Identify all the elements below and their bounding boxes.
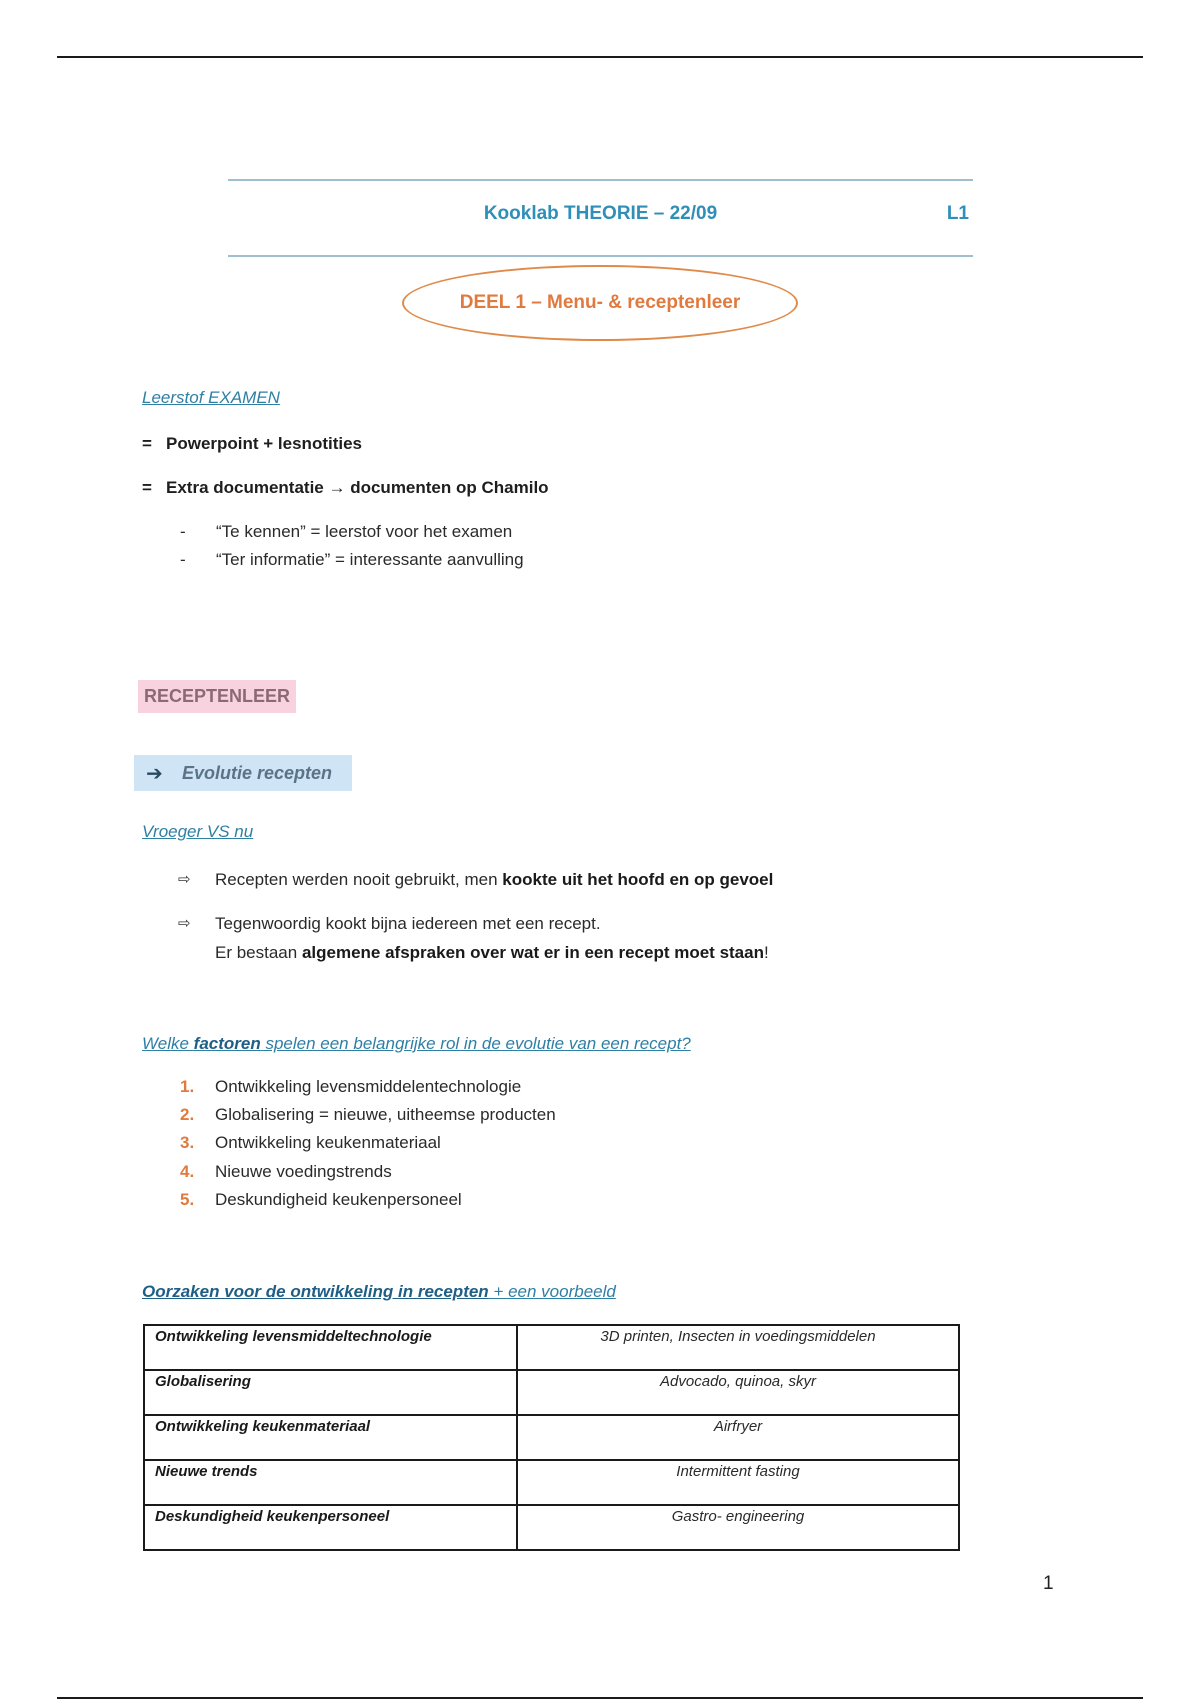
list-number: 5. — [180, 1189, 195, 1209]
list-item — [180, 1158, 556, 1186]
part-title: DEEL 1 – Menu- & receptenleer — [459, 292, 741, 313]
vroeger-item-end: ! — [763, 943, 769, 962]
vroeger-item-text: Recepten werden nooit gebruikt, men — [215, 870, 503, 889]
evolutie-heading: Evolutie recepten — [182, 763, 333, 783]
vroeger-heading: Vroeger VS nu — [142, 822, 254, 841]
list-item — [180, 1073, 556, 1101]
leerstof-item-text: Powerpoint + lesnotities — [166, 434, 363, 453]
table-row — [144, 1370, 959, 1415]
equals-marker: = — [142, 434, 152, 453]
hollow-arrow-icon: ⇨ — [178, 915, 191, 932]
oorzaken-heading-rest: + een voorbeeld — [488, 1282, 616, 1301]
list-item — [180, 1101, 556, 1129]
document-header — [228, 179, 973, 257]
arrow-right-icon: ➔ — [146, 763, 163, 785]
cause-cell: Globalisering — [144, 1370, 517, 1415]
list-number: 3. — [180, 1133, 195, 1153]
list-item — [180, 1186, 556, 1214]
leerstof-item — [142, 478, 549, 498]
factoren-heading-post: spelen een belangrijke rol in de evolutie van een recept? — [260, 1034, 691, 1053]
hollow-arrow-icon: ⇨ — [178, 871, 191, 888]
section-badge-receptenleer: RECEPTENLEER — [138, 680, 296, 713]
factoren-heading-pre: Welke — [142, 1034, 194, 1053]
vroeger-item-text: Er bestaan — [215, 943, 302, 962]
oorzaken-table — [143, 1324, 960, 1551]
vroeger-item-text: Tegenwoordig kookt bijna iedereen met een recept. — [215, 914, 601, 933]
table-row — [144, 1415, 959, 1460]
table-row — [144, 1325, 959, 1370]
list-item — [180, 1129, 556, 1157]
oorzaken-heading — [142, 1282, 616, 1302]
leerstof-item — [142, 434, 362, 454]
part-title-oval — [402, 265, 798, 341]
lesson-label: L1 — [946, 203, 969, 224]
page-number: 1 — [1043, 1573, 1054, 1594]
oorzaken-heading-bold: Oorzaken voor de ontwikkeling in recepten — [142, 1282, 489, 1301]
leerstof-sub-item-text: “Te kennen” = leerstof voor het examen — [216, 522, 513, 541]
example-cell: Intermittent fasting — [517, 1460, 959, 1505]
bottom-page-rule — [57, 1697, 1143, 1699]
list-item-text: Ontwikkeling levensmiddelentechnologie — [215, 1077, 522, 1096]
example-cell: Advocado, quinoa, skyr — [517, 1370, 959, 1415]
equals-marker: = — [142, 478, 152, 497]
list-item-text: Deskundigheid keukenpersoneel — [215, 1189, 462, 1209]
leerstof-heading: Leerstof EXAMEN — [142, 388, 280, 407]
leerstof-sub-item — [180, 550, 524, 570]
example-cell: 3D printen, Insecten in voedingsmiddelen — [517, 1325, 959, 1370]
list-item-text: Ontwikkeling keukenmateriaal — [215, 1133, 441, 1153]
leerstof-sub-item — [180, 522, 512, 542]
factoren-list — [180, 1073, 556, 1214]
list-number: 4. — [180, 1161, 195, 1181]
factoren-heading-bold: factoren — [193, 1034, 261, 1053]
table-row — [144, 1460, 959, 1505]
vroeger-item-bold: kookte uit het hoofd en op gevoel — [502, 870, 774, 889]
dash-marker: - — [180, 550, 186, 569]
table-row — [144, 1505, 959, 1550]
cause-cell: Deskundigheid keukenpersoneel — [144, 1505, 517, 1550]
cause-cell: Ontwikkeling levensmiddeltechnologie — [144, 1325, 517, 1370]
list-item-text: Nieuwe voedingstrends — [215, 1161, 392, 1181]
factoren-heading — [142, 1034, 691, 1054]
document-title: Kooklab THEORIE – 22/09 — [483, 203, 718, 224]
leerstof-sub-item-text: “Ter informatie” = interessante aanvulling — [216, 550, 524, 569]
list-item-text: Globalisering = nieuwe, uitheemse producten — [215, 1105, 556, 1125]
dash-marker: - — [180, 522, 186, 541]
cause-cell: Nieuwe trends — [144, 1460, 517, 1505]
vroeger-item-bold: algemene afspraken over wat er in een recept moet staan — [301, 943, 764, 962]
list-number: 2. — [180, 1105, 195, 1125]
top-page-rule — [57, 56, 1143, 58]
list-number: 1. — [180, 1077, 195, 1096]
evolutie-heading-box — [134, 755, 352, 791]
example-cell: Gastro- engineering — [517, 1505, 959, 1550]
leerstof-item-text: Extra documentatie → documenten op Chamilo — [166, 478, 549, 497]
example-cell: Airfryer — [517, 1415, 959, 1460]
cause-cell: Ontwikkeling keukenmateriaal — [144, 1415, 517, 1460]
